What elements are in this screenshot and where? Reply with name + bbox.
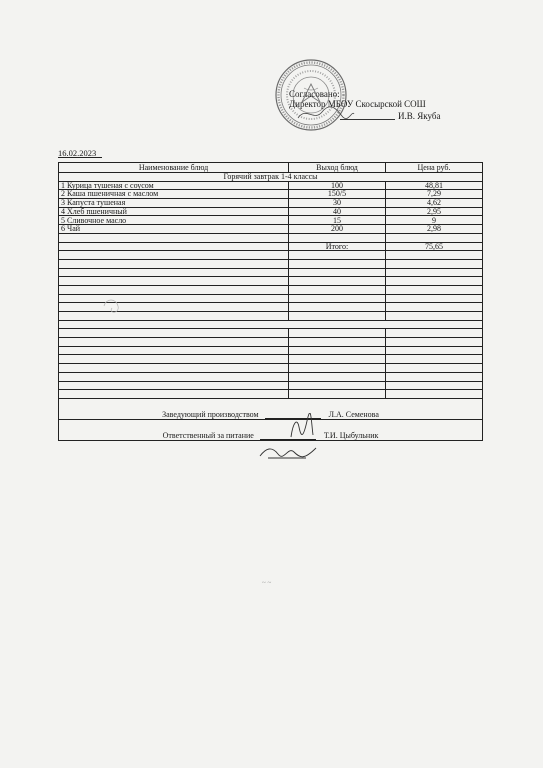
dish-name: 3 Капуста тушеная [59, 199, 289, 208]
dish-price: 2,98 [386, 225, 483, 234]
empty-row [59, 372, 483, 381]
table-row [59, 225, 483, 234]
table-row [59, 190, 483, 199]
production-manager-title: Заведующий производством [162, 410, 259, 420]
dish-price: 9 [386, 216, 483, 225]
empty-row [59, 233, 483, 242]
header-dish-name: Наименование блюд [59, 163, 289, 173]
nutrition-officer-title: Ответственный за питание [162, 431, 254, 441]
dish-price: 7,29 [386, 190, 483, 199]
dish-yield: 200 [289, 225, 386, 234]
faint-pencil-mark [100, 296, 124, 316]
total-row [59, 242, 483, 251]
dish-name: 2 Каша пшеничная с маслом [59, 190, 289, 199]
empty-row [59, 251, 483, 260]
table-header-row [59, 163, 483, 173]
dish-yield: 150/5 [289, 190, 386, 199]
empty-row [59, 277, 483, 286]
empty-row [59, 338, 483, 347]
table-row [59, 181, 483, 190]
signature-row-nutrition [59, 419, 483, 440]
table-row [59, 216, 483, 225]
dish-price: 4,62 [386, 199, 483, 208]
dish-name: 1 Курица тушеная с соусом [59, 181, 289, 190]
dish-yield: 15 [289, 216, 386, 225]
dish-name: 6 Чай [59, 225, 289, 234]
section-row [59, 173, 483, 182]
production-handwritten-signature [287, 413, 317, 443]
nutrition-officer-name: Т.И. Цыбульник [323, 431, 379, 441]
empty-row [59, 259, 483, 268]
dish-yield: 100 [289, 181, 386, 190]
dish-name: 4 Хлеб пшеничный [59, 207, 289, 216]
empty-row [59, 381, 483, 390]
dish-price: 48,81 [386, 181, 483, 190]
section-title: Горячий завтрак 1-4 классы [59, 173, 483, 182]
empty-row [59, 346, 483, 355]
document-date: 16.02.2023 [58, 148, 97, 158]
dish-yield: 30 [289, 199, 386, 208]
faint-scan-mark: ~ ~ [262, 579, 272, 587]
header-price: Цена руб. [386, 163, 483, 173]
empty-row [59, 268, 483, 277]
empty-row [59, 390, 483, 399]
date-underline [58, 157, 102, 158]
empty-row [59, 364, 483, 373]
approval-name: И.В. Якуба [398, 111, 441, 121]
approval-agreed: Согласовано: [289, 89, 340, 99]
total-label: Итого: [289, 242, 386, 251]
signature-row-production [59, 398, 483, 419]
header-yield: Выход блюд [289, 163, 386, 173]
dish-name: 5 Сливочное масло [59, 216, 289, 225]
nutrition-handwritten-signature [258, 442, 318, 464]
empty-row [59, 320, 483, 329]
production-manager-name: Л.А. Семенова [328, 410, 379, 420]
dish-price: 2,95 [386, 207, 483, 216]
empty-row [59, 285, 483, 294]
empty-row [59, 355, 483, 364]
table-row [59, 199, 483, 208]
total-value: 75,65 [386, 242, 483, 251]
empty-row [59, 329, 483, 338]
approval-director: Директор МБОУ Скосырской СОШ [289, 99, 426, 109]
director-signature [296, 104, 356, 124]
dish-yield: 40 [289, 207, 386, 216]
table-row [59, 207, 483, 216]
